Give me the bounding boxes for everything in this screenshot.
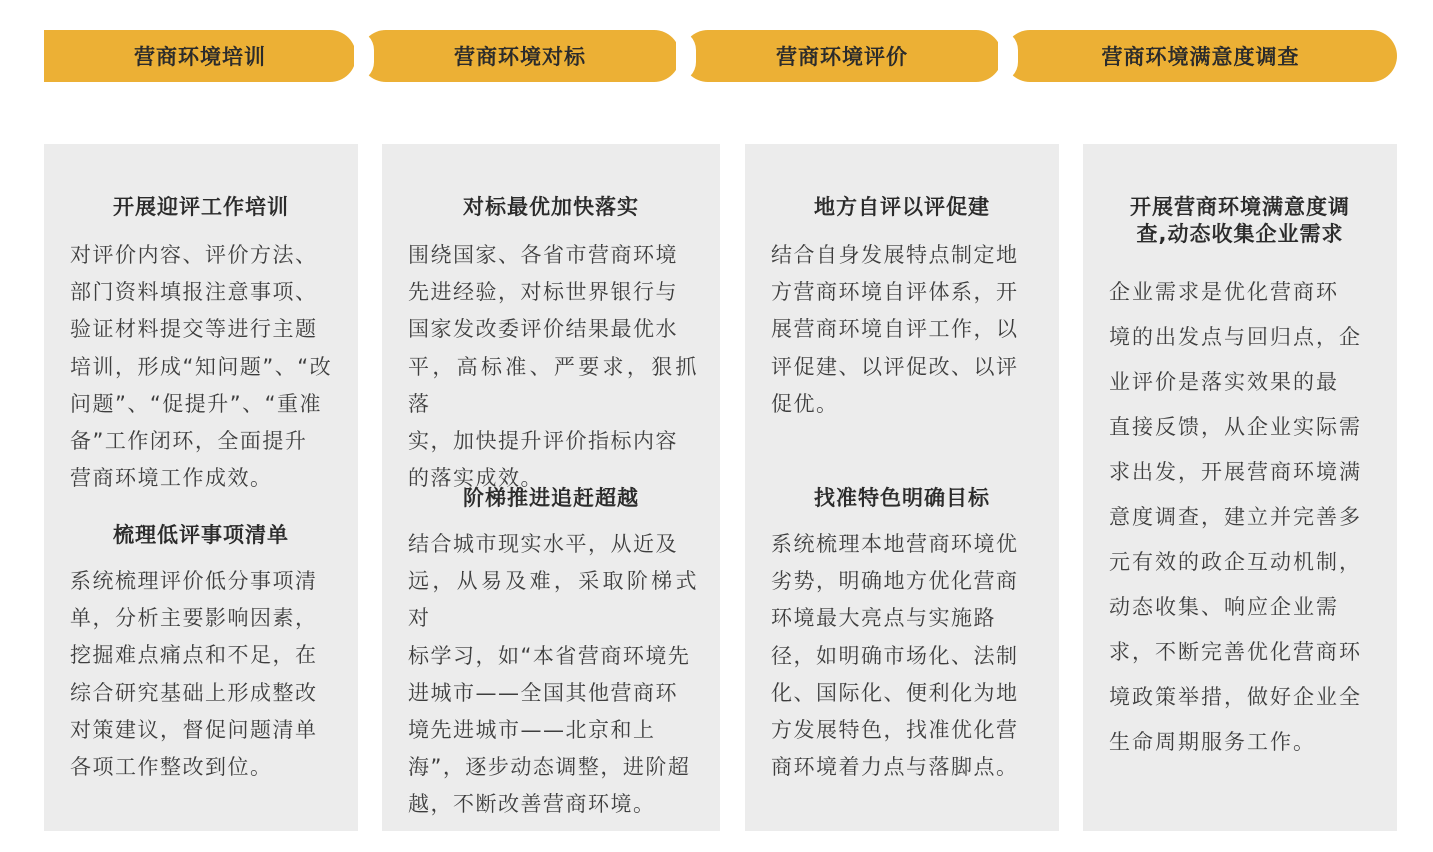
- card-satisfaction-survey: [1083, 144, 1397, 831]
- card-training-heading-2: 梳理低评事项清单: [113, 523, 289, 547]
- card-evaluation-text-2: 系统梳理本地营商环境优 劣势，明确地方优化营商 环境最大亮点与实施路 径，如明确市场化、法制 化、国际化、便利化为地 方发展特色，找准优化营 商环境着力点与落脚点。: [771, 532, 1019, 780]
- tab-benchmarking: [360, 30, 680, 82]
- tab-evaluation: [682, 30, 1002, 82]
- card-evaluation-heading-2: 找准特色明确目标: [814, 486, 990, 510]
- card-satisfaction-heading: 开展营商环境满意度调查,动态收集企业需求: [1130, 195, 1350, 246]
- tab-benchmarking-label: 营商环境对标: [454, 45, 586, 69]
- tab-training-label: 营商环境培训: [134, 45, 266, 69]
- card-evaluation-text-1: 结合自身发展特点制定地 方营商环境自评体系，开 展营商环境自评工作，以 评促建、以评促改、以评 促优。: [771, 243, 1019, 416]
- card-training-text-2: 系统梳理评价低分事项清 单，分析主要影响因素， 挖掘难点痛点和不足，在 综合研究基础上形成整改 对策建议，督促问题清单 各项工作整改到位。: [70, 569, 318, 780]
- tab-satisfaction-survey: [1004, 30, 1397, 82]
- card-training-heading-1: 开展迎评工作培训: [113, 195, 289, 219]
- card-benchmarking: [382, 144, 720, 831]
- card-satisfaction-text: 企业需求是优化营商环 境的出发点与回归点，企 业评价是落实效果的最 直接反馈，从企业实际需 求出发，开展营商环境满 意度调查，建立并完善多 元有效的政企互动机制， 动态收集、响应企业需 求，不断完善优化营商环 境政策举措，做好企业全 生命周期服务工作。: [1109, 280, 1362, 754]
- tab-satisfaction-survey-label: 营商环境满意度调查: [1101, 45, 1300, 69]
- card-benchmarking-text-1: 围绕国家、各省市营商环境 先进经验，对标世界银行与 国家发改委评价结果最优水 平，高标准、严要求，狠抓落 实，加快提升评价指标内容 的落实成效。: [408, 243, 698, 491]
- card-benchmarking-text-2: 结合城市现实水平，从近及 远，从易及难，采取阶梯式对 标学习，如“本省营商环境先 进城市——全国其他营商环 境先进城市——北京和上 海”，逐步动态调整，进阶超 越，不断改善营商环境。: [408, 532, 698, 817]
- card-benchmarking-heading-1: 对标最优加快落实: [463, 195, 639, 219]
- tab-training: [44, 30, 356, 82]
- card-training-text-1: 对评价内容、评价方法、 部门资料填报注意事项、 验证材料提交等进行主题 培训，形成“知问题”、“改 问题”、“促提升”、“重准 备”工作闭环，全面提升 营商环境工作成效。: [70, 243, 333, 491]
- card-training: [44, 144, 358, 831]
- card-evaluation: [745, 144, 1059, 831]
- card-benchmarking-heading-2: 阶梯推进追赶超越: [463, 486, 639, 510]
- card-evaluation-heading-1: 地方自评以评促建: [814, 195, 990, 219]
- tab-evaluation-label: 营商环境评价: [776, 45, 908, 69]
